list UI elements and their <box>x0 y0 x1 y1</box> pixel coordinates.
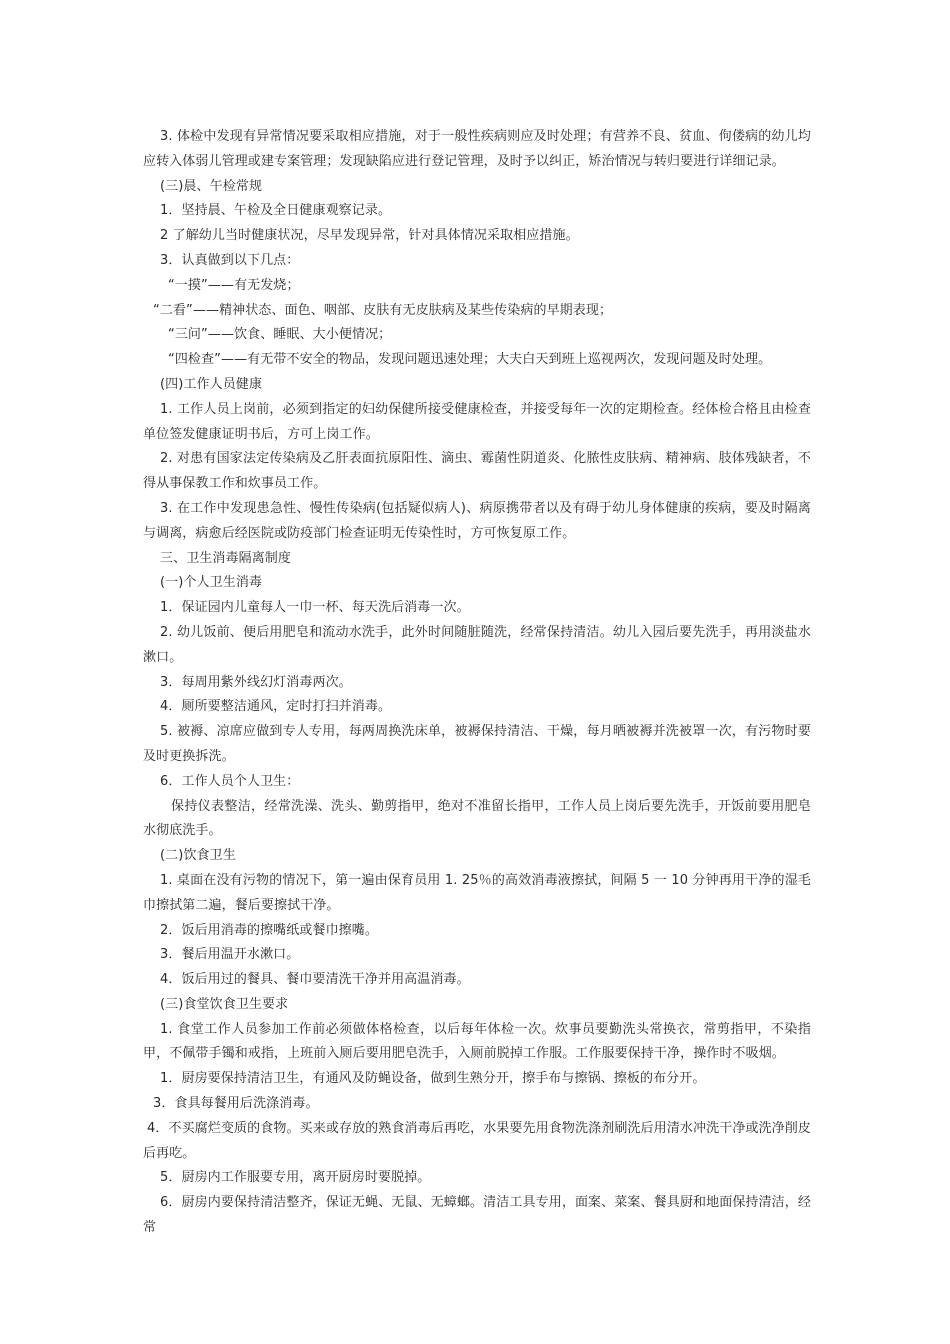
paragraph: (一)个人卫生消毒 <box>160 575 263 591</box>
paragraph: 2. 对患有国家法定传染病及乙肝表面抗原阳性、滴虫、霉菌性阴道炎、化脓性皮肤病、精神病、肢体残缺者，不得从事保教工作和炊事员工作。 <box>143 451 811 492</box>
paragraph: 3．每周用紫外线幻灯消毒两次。 <box>160 674 352 690</box>
paragraph: 1. 桌面在没有污物的情况下，第一遍由保育员用 1. 25％的高效消毒液擦拭，间隔 5 一 10 分钟再用干净的湿毛巾擦拭第二遍，餐后要擦拭干净。 <box>143 872 811 913</box>
paragraph: 1．坚持晨、午检及全日健康观察记录。 <box>160 203 392 219</box>
paragraph: “二看”——精神状态、面色、咽部、皮肤有无皮肤病及某些传染病的早期表现； <box>153 302 613 318</box>
paragraph: 4．不买腐烂变质的食物。买来或存放的熟食消毒后再吃，水果要先用食物洗涤剂刷洗后用清水冲洗干净或洗净削皮后再吃。 <box>143 1120 811 1161</box>
paragraph: (二)饮食卫生 <box>160 848 236 864</box>
paragraph: 5. 被褥、凉席应做到专人专用，每两周换洗床单，被褥保持清洁、干燥，每月晒被褥并洗被罩一次，有污物时要及时更换拆洗。 <box>143 724 811 764</box>
paragraph: 2. 幼儿饭前、便后用肥皂和流动水洗手，此外时间随脏随洗，经常保持清洁。幼儿入园后要先洗手，再用淡盐水漱口。 <box>143 624 811 665</box>
paragraph: 4．饭后用过的餐具、餐巾要清洗干净并用高温消毒。 <box>160 972 470 988</box>
paragraph: 1. 食堂工作人员参加工作前必须做体格检查，以后每年体检一次。炊事员要勤洗头常换衣，常剪指甲，不染指甲，不佩带手镯和戒指，上班前入厕后要用肥皂洗手，入厕前脱掉工作服。工作服要保持干净，操作时不吸烟。 <box>143 1021 811 1062</box>
paragraph: “一摸”——有无发烧； <box>168 277 300 293</box>
paragraph: 3. 在工作中发现患急性、慢性传染病(包括疑似病人)、病原携带者以及有碍于幼儿身体健康的疾病，要及时隔离与调离，病愈后经医院或防疫部门检查证明无传染性时，方可恢复原工作。 <box>143 500 811 541</box>
paragraph: 1．厨房要保持清洁卫生，有通风及防蝇设备，做到生熟分开，擦手布与擦锅、擦板的布分开。 <box>160 1071 706 1087</box>
paragraph: 3．认真做到以下几点： <box>160 252 300 268</box>
paragraph: 6．工作人员个人卫生： <box>160 773 300 789</box>
paragraph: (三)食堂饮食卫生要求 <box>160 996 289 1012</box>
paragraph: 6．厨房内要保持清洁整齐，保证无蝇、无鼠、无蟑螂。清洁工具专用，面案、菜案、餐具厨和地面保持清洁，经常 <box>143 1195 811 1236</box>
document-page <box>143 125 811 1241</box>
paragraph: “三问”——饮食、睡眠、大小便情况； <box>168 327 392 343</box>
paragraph: 2 了解幼儿当时健康状况，尽早发现异常，针对具体情况采取相应措施。 <box>160 228 579 244</box>
paragraph: 2．饭后用消毒的擦嘴纸或餐巾擦嘴。 <box>160 922 378 938</box>
paragraph: 1．保证园内儿童每人一巾一杯、每天洗后消毒一次。 <box>160 600 470 616</box>
paragraph: 保持仪表整洁，经常洗澡、洗头、勤剪指甲，绝对不准留长指甲，工作人员上岗后要先洗手，开饭前要用肥皂水彻底洗手。 <box>143 798 811 839</box>
paragraph: 3．食具每餐用后洗涤消毒。 <box>153 1096 319 1112</box>
paragraph: 3．餐后用温开水漱口。 <box>160 947 300 963</box>
paragraph: 三、卫生消毒隔离制度 <box>160 550 292 566</box>
paragraph: 3. 体检中发现有异常情况要采取相应措施，对于一般性疾病则应及时处理；有营养不良、贫血、佝偻病的幼儿均应转入体弱儿管理或建专案管理；发现缺陷应进行登记管理，及时予以纠正，矫治情况与转归要进行详细记录。 <box>143 129 811 169</box>
paragraph: “四检查”——有无带不安全的物品，发现问题迅速处理；大夫白天到班上巡视两次，发现问题及时处理。 <box>168 352 772 368</box>
paragraph: 5．厨房内工作服要专用，离开厨房时要脱掉。 <box>160 1170 431 1186</box>
paragraph: (四)工作人员健康 <box>160 376 263 392</box>
paragraph: (三)晨、午检常规 <box>160 178 263 194</box>
paragraph: 4．厕所要整洁通风，定时打扫并消毒。 <box>160 699 392 715</box>
paragraph: 1. 工作人员上岗前，必须到指定的妇幼保健所接受健康检查，并接受每年一次的定期检查。经体检合格且由检查单位签发健康证明书后，方可上岗工作。 <box>143 401 811 442</box>
